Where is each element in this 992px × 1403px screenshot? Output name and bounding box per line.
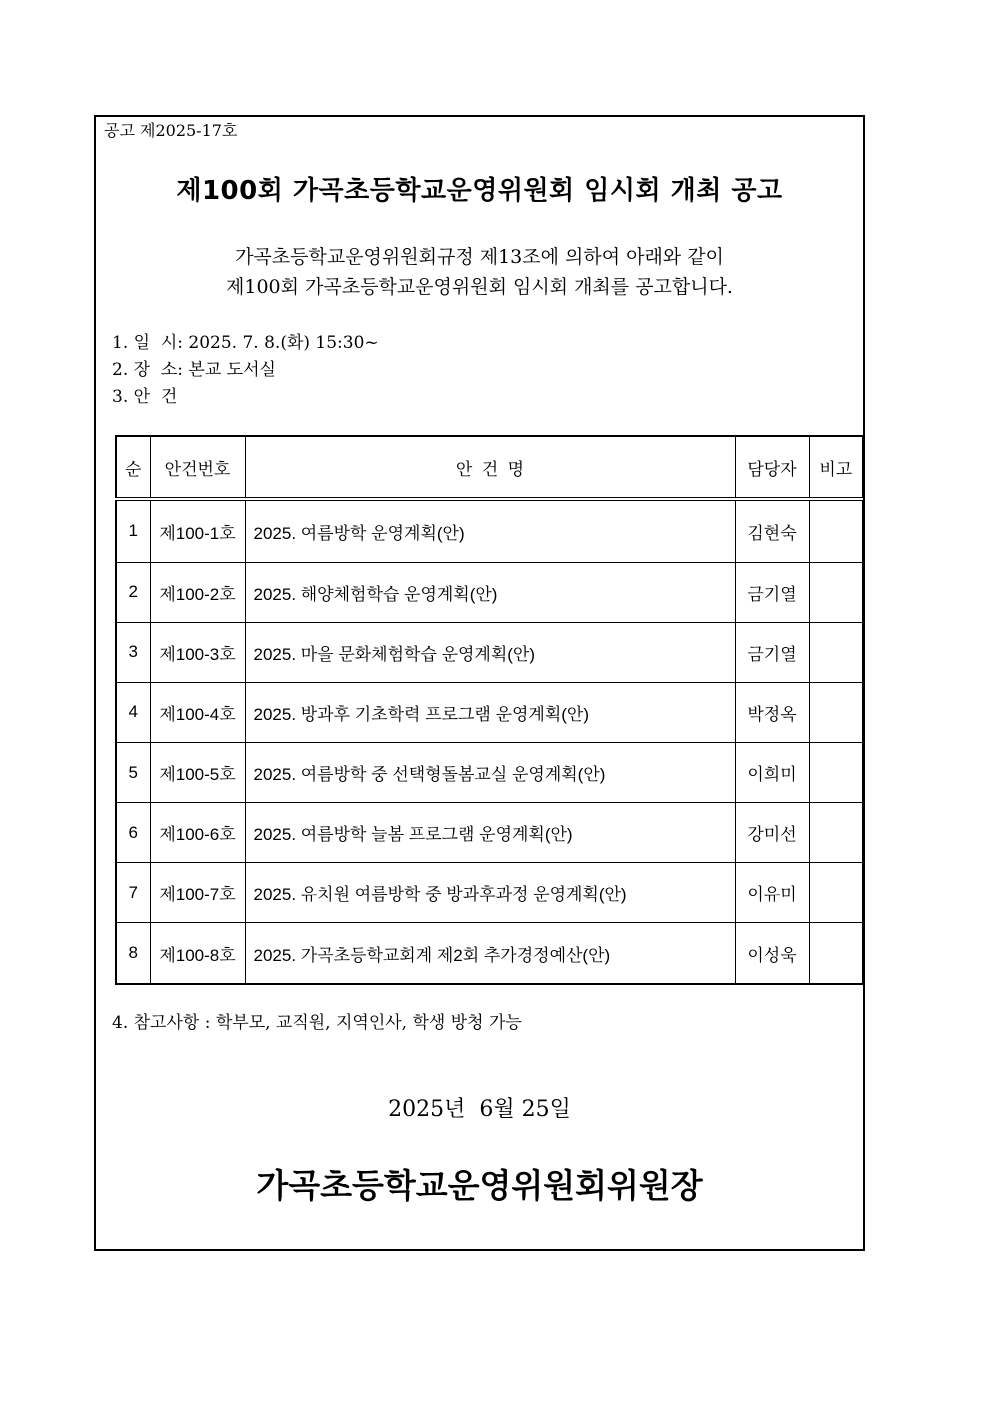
cell-note bbox=[809, 863, 863, 923]
item-datetime: 1. 일 시: 2025. 7. 8.(화) 15:30~ bbox=[112, 333, 379, 353]
header-manager: 담당자 bbox=[735, 436, 809, 499]
cell-agenda-name: 2025. 여름방학 늘봄 프로그램 운영계획(안) bbox=[245, 803, 735, 863]
table-row bbox=[116, 682, 863, 742]
intro-line-1: 가곡초등학교운영위원회규정 제13조에 의하여 아래와 같이 bbox=[235, 246, 724, 268]
cell-agenda-name: 2025. 유치원 여름방학 중 방과후과정 운영계획(안) bbox=[245, 863, 735, 923]
cell-manager: 김현숙 bbox=[735, 499, 809, 562]
table-row bbox=[116, 622, 863, 682]
header-agenda-name: 안 건 명 bbox=[245, 436, 735, 499]
header-note: 비고 bbox=[809, 436, 863, 499]
cell-manager: 금기열 bbox=[735, 622, 809, 682]
cell-no: 4 bbox=[116, 682, 150, 742]
table-row bbox=[116, 803, 863, 863]
cell-manager: 금기열 bbox=[735, 562, 809, 622]
page-title: 제100회 가곡초등학교운영위원회 임시회 개최 공고 bbox=[176, 176, 783, 206]
table-row bbox=[116, 863, 863, 923]
table-row bbox=[116, 499, 863, 562]
agenda-table bbox=[115, 435, 864, 985]
cell-note bbox=[809, 923, 863, 984]
cell-agenda-no: 제100-3호 bbox=[150, 622, 245, 682]
cell-agenda-no: 제100-8호 bbox=[150, 923, 245, 984]
cell-manager: 강미선 bbox=[735, 803, 809, 863]
table-row bbox=[116, 923, 863, 984]
cell-manager: 박정옥 bbox=[735, 682, 809, 742]
cell-manager: 이유미 bbox=[735, 863, 809, 923]
cell-manager: 이희미 bbox=[735, 743, 809, 803]
cell-agenda-no: 제100-1호 bbox=[150, 499, 245, 562]
cell-agenda-no: 제100-6호 bbox=[150, 803, 245, 863]
cell-agenda-name: 2025. 여름방학 운영계획(안) bbox=[245, 499, 735, 562]
table-row bbox=[116, 743, 863, 803]
item-agenda: 3. 안 건 bbox=[112, 387, 178, 407]
cell-agenda-no: 제100-5호 bbox=[150, 743, 245, 803]
cell-note bbox=[809, 682, 863, 742]
cell-note bbox=[809, 803, 863, 863]
cell-agenda-name: 2025. 여름방학 중 선택형돌봄교실 운영계획(안) bbox=[245, 743, 735, 803]
header-agenda-no: 안건번호 bbox=[150, 436, 245, 499]
cell-no: 7 bbox=[116, 863, 150, 923]
cell-agenda-name: 2025. 가곡초등학교회계 제2회 추가경정예산(안) bbox=[245, 923, 735, 984]
cell-note bbox=[809, 562, 863, 622]
cell-no: 5 bbox=[116, 743, 150, 803]
cell-agenda-name: 2025. 마을 문화체험학습 운영계획(안) bbox=[245, 622, 735, 682]
table-row bbox=[116, 562, 863, 622]
cell-agenda-no: 제100-4호 bbox=[150, 682, 245, 742]
cell-agenda-no: 제100-7호 bbox=[150, 863, 245, 923]
table-header-row bbox=[116, 436, 863, 499]
cell-agenda-name: 2025. 해양체험학습 운영계획(안) bbox=[245, 562, 735, 622]
cell-no: 3 bbox=[116, 622, 150, 682]
cell-manager: 이성욱 bbox=[735, 923, 809, 984]
cell-note bbox=[809, 743, 863, 803]
signer-title: 가곡초등학교운영위원회위원장 bbox=[256, 1166, 703, 1205]
notice-number: 공고 제2025-17호 bbox=[104, 121, 238, 140]
reference-note: 4. 참고사항 : 학부모, 교직원, 지역인사, 학생 방청 가능 bbox=[112, 1013, 522, 1033]
intro-line-2: 제100회 가곡초등학교운영위원회 임시회 개최를 공고합니다. bbox=[226, 276, 733, 298]
cell-note bbox=[809, 499, 863, 562]
announcement-date: 2025년 6월 25일 bbox=[388, 1097, 571, 1122]
item-place: 2. 장 소: 본교 도서실 bbox=[112, 360, 276, 380]
cell-agenda-name: 2025. 방과후 기초학력 프로그램 운영계획(안) bbox=[245, 682, 735, 742]
cell-no: 8 bbox=[116, 923, 150, 984]
cell-no: 6 bbox=[116, 803, 150, 863]
cell-agenda-no: 제100-2호 bbox=[150, 562, 245, 622]
header-no: 순 bbox=[116, 436, 150, 499]
cell-note bbox=[809, 622, 863, 682]
cell-no: 2 bbox=[116, 562, 150, 622]
cell-no: 1 bbox=[116, 499, 150, 562]
